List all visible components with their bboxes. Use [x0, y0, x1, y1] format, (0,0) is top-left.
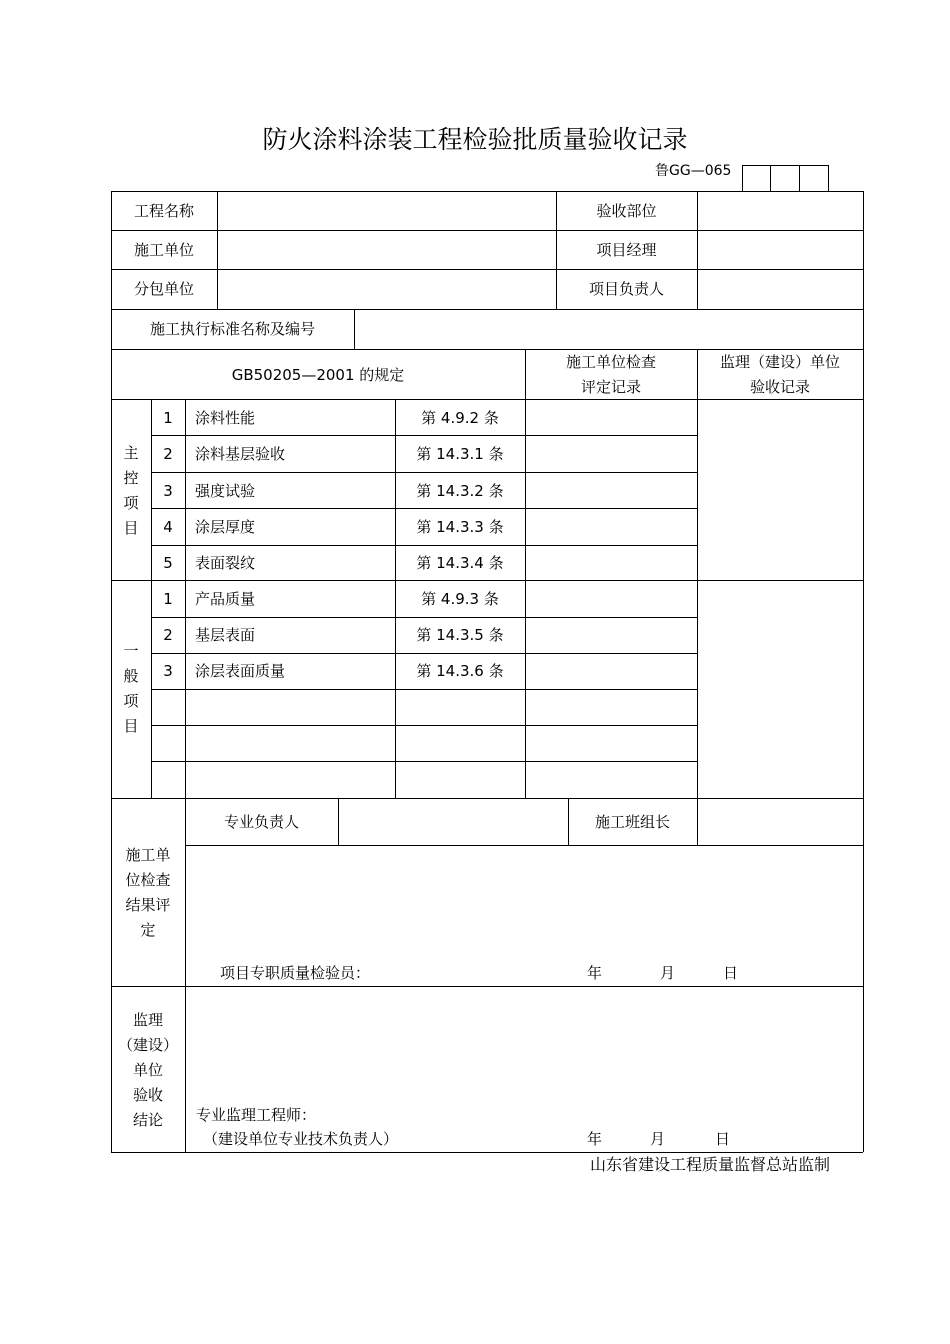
supervision-header-2: 验收记录 [749, 378, 810, 396]
footer-issuer: 山东省建设工程质量监督总站监制 [590, 1155, 831, 1174]
day-label: 日 [723, 964, 739, 982]
standard-label: 施工执行标准名称及编号 [149, 320, 315, 338]
month-label: 月 [650, 1130, 666, 1148]
project-manager-label: 项目经理 [596, 241, 657, 259]
month-label: 月 [660, 964, 676, 982]
construction-unit-label: 施工单位 [133, 241, 194, 259]
acceptance-part-label: 验收部位 [596, 202, 657, 220]
project-name-label: 工程名称 [133, 202, 194, 220]
year-label: 年 [587, 964, 603, 982]
form-code: 鲁GG—065 [655, 163, 732, 179]
inspector-label: 项目专职质量检验员： [220, 964, 371, 982]
supervision-header-1: 监理（建设）单位 [719, 353, 840, 371]
team-leader-label: 施工班组长 [594, 813, 670, 831]
spec-header: GB50205—2001 的规定 [231, 366, 405, 384]
construction-check-header-1: 施工单位检查 [565, 353, 656, 371]
year-label: 年 [587, 1130, 603, 1148]
day-label: 日 [715, 1130, 731, 1148]
specialist-label: 专业负责人 [223, 813, 299, 831]
page-title: 防火涂料涂装工程检验批质量验收记录 [262, 125, 688, 154]
construction-check-header-2: 评定记录 [580, 378, 641, 396]
engineer-label: 专业监理工程师： [196, 1106, 317, 1124]
subcontract-lead-label: 项目负责人 [588, 280, 664, 298]
tech-lead-label: （建设单位专业技术负责人） [203, 1130, 399, 1148]
subcontract-unit-label: 分包单位 [133, 280, 194, 298]
